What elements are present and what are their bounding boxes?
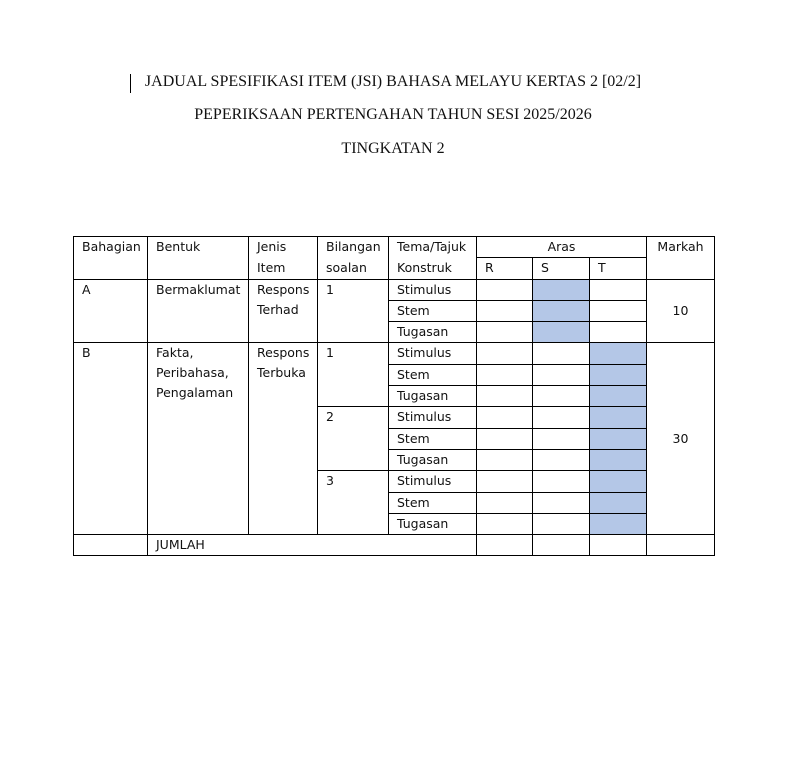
header-bahagian-cont [74,258,148,279]
aras-r-cell [477,492,533,513]
header-aras-t: T [590,258,647,279]
aras-r-cell [477,428,533,449]
section-b-jenis-line1: Respons [257,345,310,361]
section-b-bentuk [148,343,249,535]
konstruk-cell: Stimulus [389,471,477,492]
aras-r-cell [477,279,533,300]
aras-s-cell [533,428,590,449]
aras-t-cell-highlighted [590,449,647,470]
header-aras-r: R [477,258,533,279]
section-a-jenis-line2: Terhad [257,301,299,317]
total-empty-cell [74,535,148,556]
text-cursor [130,74,131,93]
section-b-jenis [249,343,318,535]
section-b-soalan: 3 [318,471,389,535]
aras-s-cell [533,407,590,428]
header-bilangan: Bilangan [318,237,389,258]
header-bentuk-cont [148,258,249,279]
header-aras-s: S [533,258,590,279]
aras-r-cell [477,343,533,364]
konstruk-cell: Tugasan [389,322,477,343]
header-row [74,237,715,258]
konstruk-cell: Tugasan [389,386,477,407]
aras-r-cell [477,300,533,321]
aras-t-cell-highlighted [590,513,647,534]
konstruk-cell: Tugasan [389,513,477,534]
aras-s-cell [533,492,590,513]
aras-r-cell [477,364,533,385]
aras-s-cell-highlighted [533,322,590,343]
section-b-soalan: 1 [318,343,389,407]
konstruk-cell: Stimulus [389,279,477,300]
aras-s-cell [533,386,590,407]
aras-s-cell [533,343,590,364]
aras-r-cell [477,322,533,343]
aras-t-cell [590,279,647,300]
section-b-bentuk-line2: Peribahasa, [156,365,229,381]
section-a-jenis-line1: Respons [257,281,310,297]
aras-s-cell [533,364,590,385]
document-subtitle: PEPERIKSAAN PERTENGAHAN TAHUN SESI 2025/2026 [194,106,592,123]
konstruk-cell: Stem [389,300,477,321]
aras-r-cell [477,471,533,492]
section-a-jenis [249,279,318,343]
document-grade: TINGKATAN 2 [341,140,445,157]
aras-t-cell-highlighted [590,386,647,407]
section-b-soalan: 2 [318,407,389,471]
konstruk-cell: Stem [389,428,477,449]
aras-r-cell [477,449,533,470]
total-s-cell [533,535,590,556]
header-aras: Aras [477,237,647,258]
aras-r-cell [477,513,533,534]
header-tema: Tema/Tajuk [389,237,477,258]
konstruk-cell: Stem [389,492,477,513]
aras-s-cell-highlighted [533,279,590,300]
aras-s-cell-highlighted [533,300,590,321]
section-a-bentuk: Bermaklumat [148,279,249,343]
header-bahagian: Bahagian [74,237,148,258]
aras-t-cell-highlighted [590,343,647,364]
konstruk-cell: Stimulus [389,343,477,364]
header-jenis-cont: Item [249,258,318,279]
section-b-bentuk-line3: Pengalaman [156,385,234,401]
header-row [74,258,715,279]
header-markah: Markah [647,237,715,280]
aras-t-cell-highlighted [590,407,647,428]
section-a-bahagian: A [74,279,148,343]
total-r-cell [477,535,533,556]
aras-s-cell [533,471,590,492]
aras-t-cell-highlighted [590,471,647,492]
total-label: JUMLAH [148,535,477,556]
aras-r-cell [477,407,533,428]
header-jenis: Jenis [249,237,318,258]
header-bilangan-cont: soalan [318,258,389,279]
section-b-markah: 30 [647,343,715,535]
aras-r-cell [477,386,533,407]
total-row [74,535,715,556]
konstruk-cell: Tugasan [389,449,477,470]
table-row [74,343,715,364]
header-bentuk: Bentuk [148,237,249,258]
konstruk-cell: Stem [389,364,477,385]
konstruk-cell: Stimulus [389,407,477,428]
total-t-cell [590,535,647,556]
section-a-markah: 10 [647,279,715,343]
aras-t-cell-highlighted [590,492,647,513]
header-tema-cont: Konstruk [389,258,477,279]
section-b-jenis-line2: Terbuka [257,365,306,381]
section-b-bentuk-line1: Fakta, [156,345,194,361]
section-a-soalan: 1 [318,279,389,343]
aras-t-cell-highlighted [590,364,647,385]
specification-table [73,236,715,556]
table-row [74,279,715,300]
document-title: JADUAL SPESIFIKASI ITEM (JSI) BAHASA MELAYU KERTAS 2 [02/2] [144,73,642,90]
aras-s-cell [533,449,590,470]
total-markah-cell [647,535,715,556]
aras-t-cell [590,300,647,321]
aras-t-cell-highlighted [590,428,647,449]
aras-t-cell [590,322,647,343]
section-b-bahagian: B [74,343,148,535]
aras-s-cell [533,513,590,534]
